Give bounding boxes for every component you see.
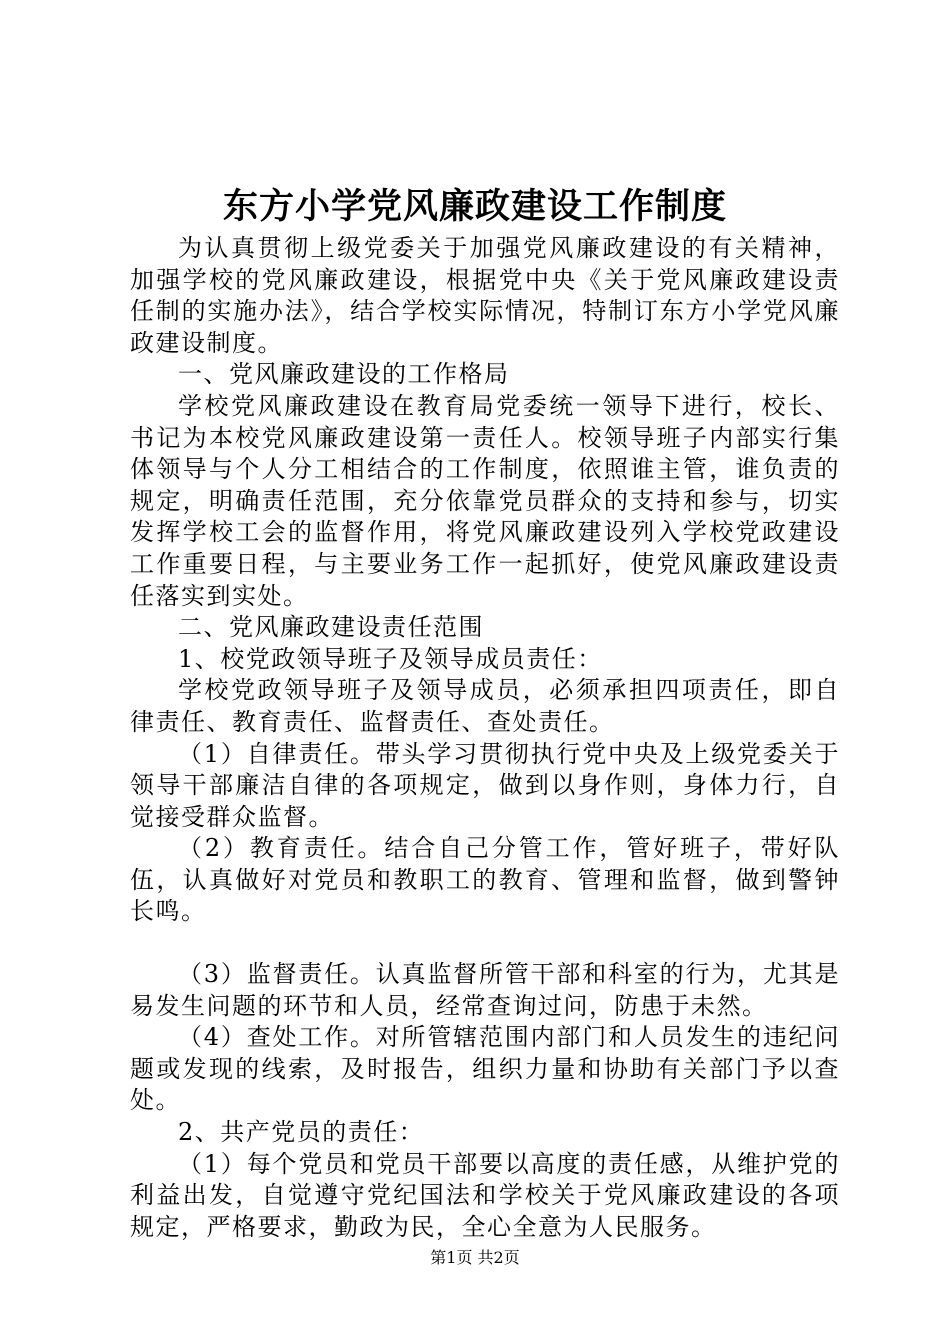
item-supervision: （3）监督责任。认真监督所管干部和科室的行为，尤其是易发生问题的环节和人员，经常查询过问，防患于未然。 [130, 960, 840, 1020]
subsection-heading-2: 2、共产党员的责任： [178, 1118, 425, 1147]
section-heading-1: 一、党风廉政建设的工作格局 [178, 360, 510, 389]
document-body [130, 233, 840, 1243]
subsection-heading-1: 1、校党政领导班子及领导成员责任： [178, 644, 603, 673]
subsection-1-paragraph: 学校党政领导班子及领导成员，必须承担四项责任，即自律责任、教育责任、监督责任、查处责任。 [130, 676, 840, 736]
page-footer: 第1页 共2页 [430, 1248, 520, 1267]
item-self-discipline: （1）自律责任。带头学习贯彻执行党中央及上级党委关于领导干部廉洁自律的各项规定，做到以身作则，身体力行，自觉接受群众监督。 [130, 739, 840, 831]
item-party-member: （1）每个党员和党员干部要以高度的责任感，从维护党的利益出发，自觉遵守党纪国法和学校关于党风廉政建设的各项规定，严格要求，勤政为民，全心全意为人民服务。 [130, 1149, 840, 1241]
document-title: 东方小学党风廉政建设工作制度 [222, 186, 727, 227]
item-investigation: （4）查处工作。对所管辖范围内部门和人员发生的违纪问题或发现的线索，及时报告，组织力量和协助有关部门予以查处。 [130, 1023, 840, 1115]
item-education: （2）教育责任。结合自己分管工作，管好班子，带好队伍，认真做好对党员和教职工的教育、管理和监督，做到警钟长鸣。 [130, 834, 840, 926]
intro-paragraph: 为认真贯彻上级党委关于加强党风廉政建设的有关精神，加强学校的党风廉政建设，根据党中央《关于党风廉政建设责任制的实施办法》，结合学校实际情况，特制订东方小学党风廉政建设制度。 [130, 234, 840, 357]
section-heading-2: 二、党风廉政建设责任范围 [178, 613, 484, 642]
section-1-paragraph: 学校党风廉政建设在教育局党委统一领导下进行，校长、书记为本校党风廉政建设第一责任人。校领导班子内部实行集体领导与个人分工相结合的工作制度，依照谁主管，谁负责的规定，明确责任范围，充分依靠党员群众的支持和参与，切实发挥学校工会的监督作用，将党风廉政建设列入学校党政建设工作重要日程，与主要业务工作一起抓好，使党风廉政建设责任落实到实处。 [130, 391, 840, 610]
